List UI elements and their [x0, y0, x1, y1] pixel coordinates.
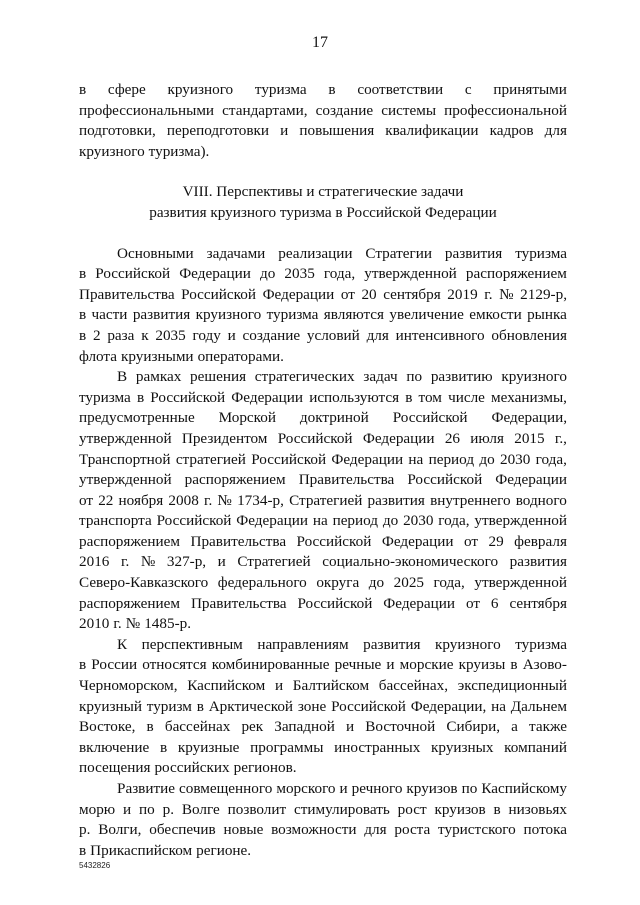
word: для: [366, 326, 389, 344]
word: №: [140, 553, 156, 571]
word: туризма).: [148, 142, 210, 160]
word: Правительства: [298, 471, 395, 489]
word: Арктической: [208, 697, 294, 715]
word: Российской: [331, 697, 406, 715]
word: Федерации: [331, 450, 404, 468]
word: Федерации: [231, 388, 304, 406]
word: туристского: [438, 821, 516, 839]
continuation-paragraph: [79, 80, 567, 162]
word: круизные: [177, 738, 240, 756]
word: Российской: [156, 512, 232, 530]
word: для: [364, 821, 387, 839]
word: Развитие: [117, 780, 175, 797]
word: Российской: [150, 388, 226, 406]
word: Балтийском: [292, 677, 370, 695]
word: Каспийском: [187, 677, 266, 695]
word: 2008: [168, 491, 199, 509]
text-line: [79, 779, 567, 800]
word: по: [139, 800, 155, 818]
word: бассейнах: [164, 718, 231, 736]
word: решения: [190, 368, 247, 386]
word: Российской: [95, 265, 171, 283]
text-line: [79, 614, 567, 635]
text-line: [79, 429, 567, 450]
word: утвержденной: [474, 574, 567, 592]
word: распоряжением: [79, 532, 181, 550]
word: в: [79, 326, 87, 344]
word: создание: [242, 326, 301, 344]
text-line: [79, 841, 567, 862]
word: российских: [154, 759, 230, 777]
word: и: [346, 718, 355, 736]
word: Правительства: [190, 594, 287, 612]
word: по: [461, 780, 478, 797]
word: 2035: [284, 265, 315, 283]
word: круизного: [195, 306, 262, 324]
word: низовьях: [508, 800, 567, 818]
word: потока: [523, 821, 567, 839]
word: предусмотренные: [79, 409, 195, 427]
word: рынка: [527, 306, 567, 324]
text-line: [79, 758, 567, 779]
word: том: [418, 388, 442, 406]
word: иностранных: [334, 738, 421, 756]
word: Западной: [274, 718, 335, 736]
word: развитию: [430, 368, 493, 386]
word: в: [79, 306, 87, 324]
word: сентября: [383, 285, 441, 303]
word: обновления: [491, 326, 567, 344]
text-line: [79, 820, 567, 841]
word: социально-экономического: [322, 553, 499, 571]
word: утвержденной: [79, 429, 172, 447]
word: №: [125, 615, 141, 633]
word: Федерации: [262, 285, 335, 303]
word: 20: [361, 285, 377, 303]
word: в: [196, 697, 204, 715]
word: Морской: [218, 409, 276, 427]
word: в: [328, 81, 336, 98]
word: 1734-р,: [237, 491, 284, 509]
word: обеспечив: [149, 821, 216, 839]
word: совмещенного: [179, 780, 273, 797]
word: позволит: [227, 800, 287, 818]
word: р.: [79, 821, 91, 839]
word: включение: [79, 738, 150, 756]
word: Федерации,: [410, 697, 487, 715]
word: 2019: [447, 285, 478, 303]
text-line: [79, 244, 567, 265]
word: года,: [535, 450, 567, 468]
section-heading-line: VIII. Перспективы и стратегические задачи: [182, 183, 464, 201]
text-line: [79, 408, 567, 429]
word: 2010: [79, 615, 110, 633]
text-line: [79, 305, 567, 326]
word: России: [91, 656, 138, 674]
word: круизов: [434, 800, 486, 818]
word: на: [491, 697, 506, 715]
word: туризм: [146, 697, 192, 715]
word: в: [159, 738, 168, 756]
word: 2030: [403, 512, 434, 530]
text-line: [79, 450, 567, 471]
word: механизмы,: [491, 388, 567, 406]
word: Федерации: [383, 594, 456, 612]
word: стратегических: [254, 368, 355, 386]
text-line: [79, 697, 567, 718]
word: Основными: [117, 244, 194, 262]
word: компаний: [504, 738, 567, 756]
word: Федерации: [381, 532, 454, 550]
word: развития: [509, 553, 567, 571]
word: Прикаспийском: [90, 841, 193, 859]
word: и: [386, 656, 395, 674]
word: развития: [367, 491, 425, 509]
word: Российской: [297, 594, 373, 612]
word: период: [332, 512, 379, 530]
word: 6: [490, 594, 499, 612]
paragraph: [79, 635, 567, 779]
word: г.,: [554, 429, 567, 447]
word: регионов.: [233, 759, 297, 777]
word: 2016: [79, 553, 110, 571]
word: круизного: [79, 142, 145, 160]
word: 2015: [514, 429, 545, 447]
word: Волге: [181, 800, 220, 818]
word: с: [464, 81, 472, 98]
word: переподготовки: [166, 122, 270, 140]
word: Черноморском,: [79, 677, 178, 695]
word: и: [280, 122, 289, 140]
word: круизного: [167, 81, 234, 98]
word: в: [79, 81, 87, 98]
word: г.: [120, 553, 130, 571]
word: Каспийскому: [481, 780, 567, 797]
word: №: [217, 491, 232, 509]
text-line: [79, 80, 567, 101]
word: доктриной: [299, 409, 369, 427]
word: используются: [309, 388, 400, 406]
word: года,: [433, 574, 465, 592]
word: рамках: [135, 368, 182, 386]
word: экспедиционный: [457, 677, 567, 695]
text-line: [79, 285, 567, 306]
word: 22: [98, 491, 114, 509]
word: возможности: [271, 821, 357, 839]
word: период: [428, 450, 475, 468]
text-line: [79, 491, 567, 512]
text-line: [79, 347, 567, 368]
word: повышения: [299, 122, 375, 140]
word: 2025: [393, 574, 425, 592]
word: части: [91, 306, 128, 324]
word: Азово-: [522, 656, 567, 674]
word: 1485-р.: [144, 615, 192, 633]
word: принятыми: [493, 81, 567, 98]
text-line: [79, 532, 567, 553]
word: сфере: [107, 81, 146, 98]
text-line: [79, 367, 567, 388]
word: Федерации,: [491, 409, 567, 427]
word: круизных: [431, 738, 494, 756]
word: круизный: [79, 697, 142, 715]
word: Федерации: [179, 265, 251, 283]
word: Сибири,: [446, 718, 501, 736]
text-line: [79, 635, 567, 656]
word: до: [479, 450, 495, 468]
word: флота: [79, 347, 117, 365]
word: сентября: [509, 594, 567, 612]
word: 29: [488, 532, 504, 550]
word: соответствии: [357, 81, 444, 98]
word: развития: [363, 635, 421, 653]
word: туризма: [254, 81, 307, 98]
word: 327-р,: [166, 553, 207, 571]
word: круизы: [458, 656, 506, 674]
document-code: 5432826: [79, 861, 111, 870]
word: задачами: [206, 244, 266, 262]
document-body: [79, 80, 567, 861]
word: круизными: [121, 347, 194, 365]
word: круизного: [501, 368, 567, 386]
word: интенсивного: [395, 326, 485, 344]
word: туризма: [515, 635, 567, 653]
word: по: [406, 368, 423, 386]
word: морю: [79, 800, 116, 818]
word: Дальнем: [510, 697, 567, 715]
word: круизного: [435, 635, 501, 653]
word: подготовки,: [79, 122, 156, 140]
text-line: [79, 264, 567, 285]
word: емкости: [469, 306, 522, 324]
word: являются: [323, 306, 385, 324]
word: стимулировать: [293, 800, 390, 818]
word: от: [464, 532, 479, 550]
section-heading: [79, 182, 567, 223]
word: системы: [381, 101, 437, 119]
text-line: [79, 326, 567, 347]
word: ноября: [118, 491, 164, 509]
word: операторами.: [197, 347, 284, 365]
word: Президентом: [181, 429, 268, 447]
word: для: [544, 122, 567, 140]
word: году: [192, 326, 221, 344]
word: утвержденной: [79, 471, 172, 489]
word: 2030: [499, 450, 531, 468]
word: от: [79, 491, 94, 509]
text-line: [79, 573, 567, 594]
word: Стратегией: [289, 491, 363, 509]
word: в: [405, 388, 413, 406]
word: Российской: [392, 409, 468, 427]
word: туризма: [266, 306, 319, 324]
text-line: [79, 470, 567, 491]
word: Транспортной: [79, 450, 171, 468]
word: Правительства: [190, 532, 287, 550]
word: к: [141, 326, 149, 344]
word: на: [312, 512, 328, 530]
text-line: [79, 121, 567, 142]
word: г.: [203, 491, 213, 509]
word: программы: [250, 738, 324, 756]
word: в: [493, 800, 501, 818]
word: Правительства: [79, 285, 175, 303]
word: создание: [315, 101, 374, 119]
word: развития: [132, 306, 191, 324]
word: Федерации: [362, 429, 435, 447]
word: федерального: [217, 574, 307, 592]
paragraph: [79, 367, 567, 635]
word: и: [274, 677, 284, 695]
word: до: [368, 574, 385, 592]
word: утвержденной: [364, 265, 457, 283]
word: стратегией: [175, 450, 246, 468]
word: года,: [438, 512, 470, 530]
word: речного: [351, 780, 403, 797]
word: 26: [444, 429, 461, 447]
word: направлениям: [257, 635, 349, 653]
word: роста: [394, 821, 431, 839]
word: г.: [113, 615, 122, 633]
word: Стратегии: [365, 244, 432, 262]
word: Российской: [296, 532, 372, 550]
text-line: [79, 552, 567, 573]
word: в: [146, 718, 154, 736]
word: Российской: [407, 471, 483, 489]
text-line: [79, 738, 567, 759]
word: в: [79, 841, 87, 859]
word: Стратегией: [237, 553, 311, 571]
word: увеличение: [389, 306, 464, 324]
word: и: [227, 326, 236, 344]
word: р.: [162, 800, 174, 818]
text-line: [79, 655, 567, 676]
word: июля: [470, 429, 504, 447]
word: посещения: [79, 759, 151, 777]
word: раза: [107, 326, 135, 344]
word: водного: [515, 491, 567, 509]
word: внутреннего: [430, 491, 511, 509]
word: 2035: [155, 326, 186, 344]
word: бассейнах,: [378, 677, 449, 695]
text-line: [79, 388, 567, 409]
word: №: [499, 285, 514, 303]
word: Российской: [181, 285, 256, 303]
word: и: [217, 553, 226, 571]
word: в: [136, 388, 145, 406]
word: и: [123, 800, 132, 818]
word: рост: [397, 800, 427, 818]
word: 2: [92, 326, 101, 344]
word: распоряжением: [184, 471, 286, 489]
word: зоне: [297, 697, 327, 715]
word: Федерации: [236, 512, 308, 530]
word: профессиональной: [444, 101, 567, 119]
word: речные: [334, 656, 382, 674]
word: реализации: [278, 244, 353, 262]
section-heading-line: развития круизного туризма в Российской Федерации: [149, 203, 497, 221]
paragraphs: [79, 244, 567, 862]
word: круизов: [406, 780, 458, 797]
text-line: [79, 717, 567, 738]
word: Федерации: [495, 471, 567, 489]
word: Востоке,: [79, 718, 136, 736]
word: профессиональными: [79, 101, 215, 119]
word: новые: [223, 821, 264, 839]
word: условий: [306, 326, 360, 344]
word: также: [529, 718, 567, 736]
word: утвержденной: [474, 512, 567, 530]
word: а: [511, 718, 518, 736]
word: на: [408, 450, 424, 468]
text-line: [79, 594, 567, 615]
page-number: 17: [312, 34, 328, 51]
word: до: [382, 512, 399, 530]
word: г.: [484, 285, 493, 303]
word: и: [339, 780, 348, 797]
text-line: [79, 511, 567, 532]
word: числе: [448, 388, 485, 406]
word: распоряжением: [79, 594, 181, 612]
word: относятся: [142, 656, 207, 674]
text-line: [79, 800, 567, 821]
word: стандартами,: [222, 101, 308, 119]
word: до: [260, 265, 276, 283]
word: рек: [241, 718, 264, 736]
word: задач: [363, 368, 398, 386]
word: комбинированные: [211, 656, 330, 674]
word: развития: [444, 244, 503, 262]
paragraph: [79, 244, 567, 368]
word: в: [510, 656, 518, 674]
word: распоряжением: [465, 265, 567, 283]
word: кадров: [489, 122, 534, 140]
text-line: [79, 676, 567, 697]
word: округа: [316, 574, 360, 592]
word: В: [117, 368, 128, 386]
word: морские: [399, 656, 454, 674]
word: от: [465, 594, 480, 612]
word: Восточной: [365, 718, 436, 736]
paragraph: [79, 779, 567, 861]
word: Российской: [277, 429, 353, 447]
word: от: [340, 285, 355, 303]
word: февраля: [514, 532, 567, 550]
text-line: [79, 142, 567, 163]
word: морского: [276, 780, 336, 797]
word: транспорта: [79, 512, 152, 530]
word: туризма: [515, 244, 567, 262]
word: К: [117, 635, 128, 653]
text-line: [79, 101, 567, 122]
word: Северо-Кавказского: [79, 574, 209, 592]
word: года,: [323, 265, 356, 283]
word: туризма: [79, 388, 131, 406]
word: квалификации: [385, 122, 479, 140]
word: 2129-р,: [520, 285, 567, 303]
word: регионе.: [196, 841, 252, 859]
word: перспективным: [141, 635, 243, 653]
word: Волги,: [98, 821, 142, 839]
word: Российской: [251, 450, 327, 468]
word: в: [79, 656, 87, 674]
word: в: [79, 265, 87, 283]
